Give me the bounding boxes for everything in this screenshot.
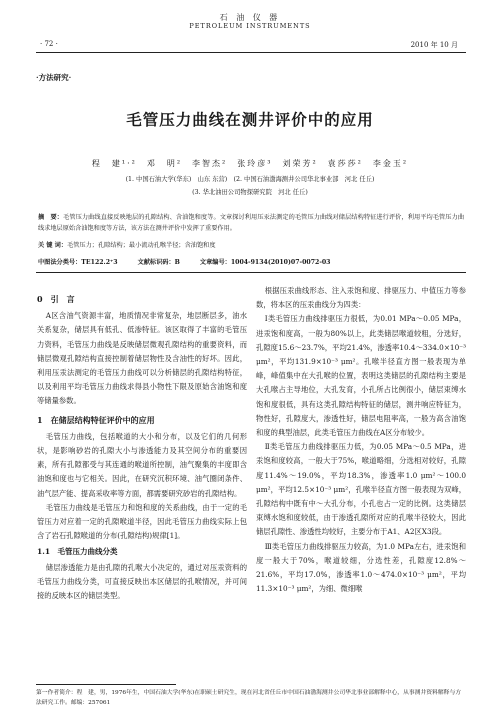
section-1-heading: 1 在储层结构特征评价中的应用 (37, 414, 155, 425)
section-1-paragraph-2: 毛管压力曲线是毛管压力和饱和度的关系曲线，由于一定的毛管压力对应着一定的孔隙喉道半径，因此毛管压力曲线实际上包含了岩石孔隙喉道的分布(孔隙结构)规律[1]。 (37, 502, 247, 541)
keywords-text: 毛管压力；孔隙结构；最小流动孔喉半径；含油饱和度 (67, 242, 216, 249)
right-column (256, 284, 466, 596)
left-column (37, 288, 247, 603)
authors: 程 建¹·² 邓 明² 李智杰² 张玲彦³ 刘荣芳² 袁莎莎² 李金玉² (91, 159, 409, 168)
footnote-rule (36, 684, 176, 685)
page-number: · 72 · (40, 40, 58, 48)
keywords (38, 240, 464, 249)
type-3-paragraph: Ⅲ类毛管压力曲线排驱压力较高，为1.0 MPa左右，进汞饱和度一般大于70%，喉道较细，分选性差，孔隙度12.8%～21.6%，平均17.0%，渗透率1.0～474.0×10⁻³ μm²，平均11.3×10⁻³ μm²，为细、微细喉 (256, 541, 466, 594)
intro-heading: 0 引 言 (37, 294, 75, 304)
section-1-1-paragraph: 储层渗透能力是由孔隙的孔喉大小决定的，通过对压汞资料的毛管压力曲线分类，可直接反映出本区储层的孔喉情况，并可间接的反映本区的储层类型。 (37, 562, 247, 601)
article-number: 文章编号：1004-9134(2010)07-0072-03 (199, 259, 331, 266)
abstract (38, 212, 464, 234)
classification-line (38, 257, 464, 266)
section-1-1-heading: 1.1 毛管压力曲线分类 (37, 547, 118, 557)
section-tag: ·方法研究· (36, 73, 72, 82)
classification-intro: 根据压汞曲线形态、注入汞饱和度、排驱压力、中值压力等参数，将本区的压汞曲线分为四类： (256, 286, 466, 310)
issue-date: 2010 年 10 月 (410, 41, 458, 49)
author-footnote: 第一作者简介：程 建，男，1976年生，中国石油大学(华东)在职硕士研究生，现在河北省任丘市中国石油渤海测井公司华北事业部解释中心，从事测井资料解释与方法研究工作。邮编：257061 (36, 690, 462, 706)
abstract-text: 毛管压力曲线直接反映地层的孔隙结构、含油饱和度等。文章探讨利用压汞法测定的毛管压力曲线对储层结构特征进行评价，利用平均毛管压力曲线求地层原始含油饱和度等方法，该方法在测井评价中发挥了重要作用。 (38, 214, 465, 232)
section-1-paragraph-1: 毛管压力曲线，包括喉道的大小和分布，以及它们的几何形状，是影响砂岩的孔隙大小与渗透能力及其空间分布的重要因素，所有孔隙都受与其连通的喉道所控制，油气聚集的丰度即含油饱和度也与它相关。因此，在研究沉积环境、油气圈闭条件、油气层产能、提高采收率等方面，都需要研究砂岩的孔隙结构。 (37, 431, 247, 498)
intro-paragraph: A区含油气资源丰富，地质情况非常复杂，地层断层多，油水关系复杂，储层具有低孔、低渗特征。该区取得了丰富的毛管压力资料，毛管压力曲线是反映储层微观孔隙结构的重要资料，而储层微观孔隙结构直接控制着储层物性及含油性的好坏。因此，利用压汞法测定的毛管压力曲线可以分析储层的孔隙结构特征，以及利用平均毛管压力曲线求得县小物性下限及原始含油饱和度等储量参数。 (37, 311, 247, 406)
abstract-label: 摘 要： (38, 214, 64, 221)
affiliation-1: (1. 中国石油大学(华东) 山东 东营) (2. 中国石油渤海测井公司华北事业部 河北 任丘) (125, 176, 375, 183)
abstract-rule (36, 272, 466, 273)
type-1-paragraph: Ⅰ类毛管压力曲线排驱压力很低，为0.01 MPa～0.05 MPa，进汞饱和度高，一般为80%以上，此类储层喉道较粗，分选好，孔隙度15.6～23.7%，平均21.4%，渗透率10.4～334.0×10⁻³ μm²，平均131.9×10⁻³ μm²。孔喉半径直方图一般表现为单峰，峰值集中在大孔喉的位置，表明这类储层的孔隙结构主要是大孔喉占主导地位，大孔发育，小孔所占比例很小，储层束缚水饱和度很低，具有这类孔隙结构特征的储层，测井响应特征为，物性好，孔隙度大，渗透性好，储层电阻率高，一般为高含油饱和度的典型油层，此类毛管压力曲线在A区分布较少。 (256, 314, 466, 438)
keywords-label: 关 键 词： (38, 242, 68, 249)
journal-name-cn: 石 油 仪 器 (219, 13, 281, 22)
affiliation-2: (3. 华北油田公司物探研究院 河北 任丘) (192, 189, 308, 196)
type-2-paragraph: Ⅱ类毛管压力曲线排驱压力低，为0.05 MPa～0.5 MPa，进汞饱和度较高，一般大于75%，喉道略细，分选相对较好，孔隙度11.4%～19.0%，平均18.3%，渗透率1.0 μm²～100.0 μm²，平均12.5×10⁻³ μm²，孔喉半径直方图一般表现为双峰，孔隙结构中既有中～大孔分布，小孔也占一定的比例。这类储层束缚水饱和度较低，由于渗透孔隙所对应的孔喉半径较大，因此储层孔隙性、渗透性均较好，主要分布于A1、A2区X3段。 (256, 442, 466, 537)
clc-number: 中图法分类号：TE122.2⁺3 (38, 259, 118, 266)
paper-title: 毛管压力曲线在测井评价中的应用 (126, 110, 374, 129)
header-rule (36, 52, 466, 53)
document-code: 文献标识码：B (137, 259, 180, 266)
journal-name-en: PETROLEUM INSTRUMENTS (189, 22, 311, 30)
